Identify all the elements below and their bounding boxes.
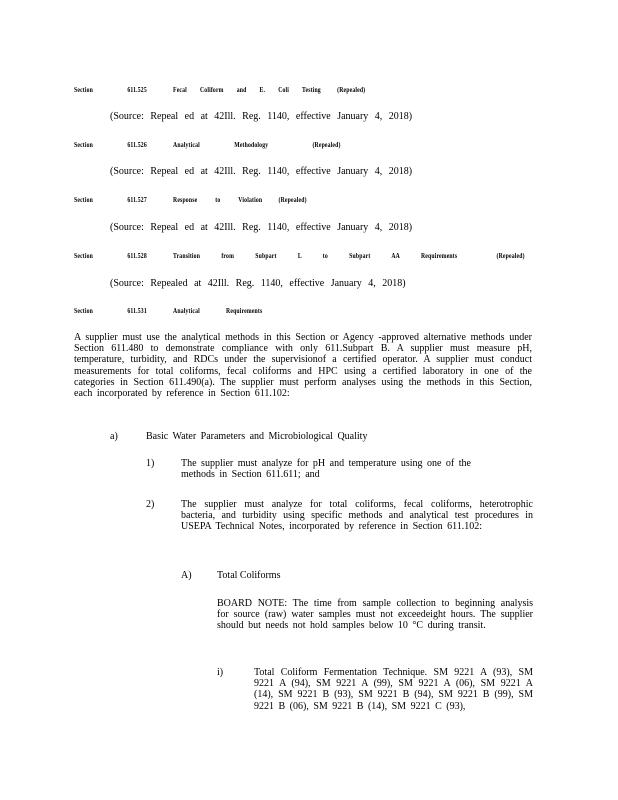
- section-status: (Repealed): [312, 141, 341, 149]
- section-label: Section: [74, 196, 94, 204]
- item-heading: Basic Water Parameters and Microbiological Quality: [146, 431, 368, 442]
- item-heading: Total Coliforms: [217, 570, 281, 581]
- section-title: Transition from Subpart L to Subpart AA Requirements: [173, 252, 458, 260]
- section-number: 611.531: [127, 307, 147, 315]
- item-text: The supplier must analyze for total coliforms, fecal coliforms, heterotrophic bacteria, and turbidity using specific methods and analytical test procedures in USEPA Technical Notes, incorporated by reference in Section 611.102:: [181, 499, 533, 533]
- section-label: Section: [74, 86, 94, 94]
- section-status: (Repealed): [496, 252, 525, 260]
- source-note: (Source: Repealed at 42Ill. Reg. 1140, effective January 4, 2018): [110, 278, 406, 289]
- section-number: 611.525: [127, 86, 147, 94]
- item-label: 2): [146, 499, 155, 510]
- section-status: (Repealed): [278, 196, 307, 204]
- section-title: Response to Violation: [173, 196, 263, 204]
- item-label: A): [181, 570, 192, 581]
- section-title: Analytical Requirements: [173, 307, 263, 315]
- board-note: BOARD NOTE: The time from sample collection to beginning analysis for source (raw) water samples must not exceedeight hours. The supplier should but needs not hold samples below 10 °C during transit.: [217, 598, 533, 632]
- item-text: The supplier must analyze for pH and temperature using one of the methods in Section 611.611; and: [181, 458, 471, 481]
- source-note: (Source: Repeal ed at 42Ill. Reg. 1140, effective January 4, 2018): [110, 222, 413, 233]
- item-text: Total Coliform Fermentation Technique. SM 9221 A (93), SM 9221 A (94), SM 9221 A (99), SM 9221 A (06), SM 9221 A (14), SM 9221 B (93), SM 9221 B (94), SM 9221 B (99), SM 9221 B (06), SM 9221 B (14), SM 9221 C (93),: [254, 667, 533, 712]
- section-heading: [74, 86, 365, 94]
- section-label: Section: [74, 141, 94, 149]
- source-note: (Source: Repeal ed at 42Ill. Reg. 1140, effective January 4, 2018): [110, 111, 413, 122]
- section-heading: [74, 196, 307, 204]
- section-label: Section: [74, 307, 94, 315]
- item-label: 1): [146, 458, 155, 469]
- section-heading: [74, 141, 341, 149]
- item-label: a): [110, 431, 118, 442]
- section-number: 611.527: [127, 196, 147, 204]
- section-heading: [74, 307, 262, 315]
- section-number: 611.526: [127, 141, 147, 149]
- section-number: 611.528: [127, 252, 147, 260]
- section-title: Analytical Methodology: [173, 141, 269, 149]
- section-title: Fecal Coliform and E. Coli Testing: [173, 86, 321, 94]
- intro-paragraph: A supplier must use the analytical methods in this Section or Agency -approved alternative methods under Section 611.480 to demonstrate compliance with only 611.Subpart B. A supplier must measure pH, temperature, turbidity, and RDCs under the supervisionof a certified operator. A supplier must conduct measurements for total coliforms, fecal coliforms and HPC using a certified laboratory in one of the categories in Section 611.490(a). The supplier must perform analyses using the methods in this Section, each incorporated by reference in Section 611.102:: [74, 332, 532, 400]
- section-heading: [74, 252, 525, 260]
- source-note: (Source: Repeal ed at 42Ill. Reg. 1140, effective January 4, 2018): [110, 166, 413, 177]
- section-label: Section: [74, 252, 94, 260]
- item-label: i): [217, 667, 224, 678]
- section-status: (Repealed): [337, 86, 366, 94]
